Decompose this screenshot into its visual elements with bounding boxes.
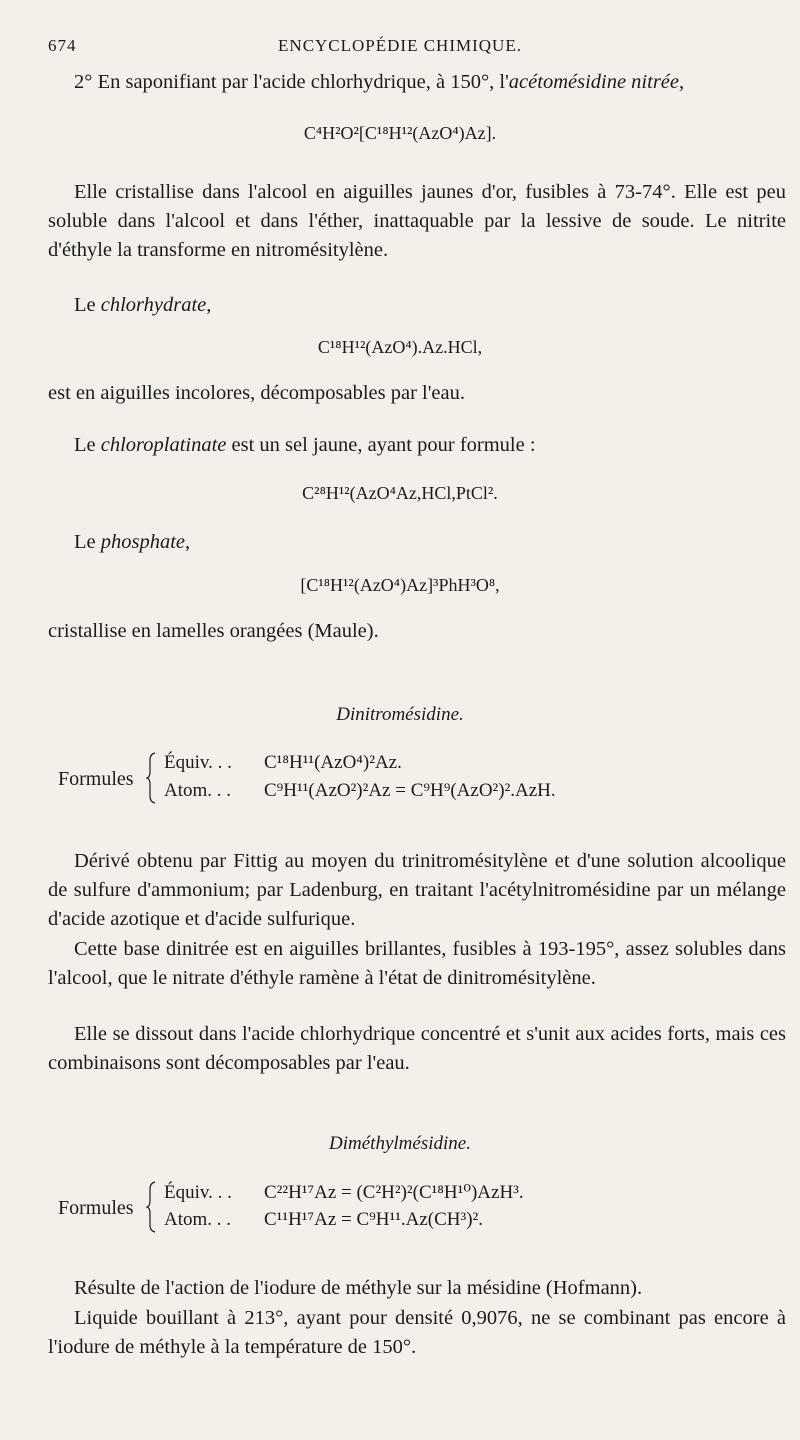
paragraph-text: , — [679, 71, 685, 93]
equiv-formula: C²²H¹⁷Az = (C²H²)²(C¹⁸H¹⁰)AzH³. — [264, 1182, 524, 1203]
left-brace-icon — [146, 1181, 156, 1233]
paragraph-dissolution: Elle se dissout dans l'acide chlorhydrique concentré et s'unit aux acides forts, mais ces combinaisons sont décomposables par l'eau. — [48, 1023, 786, 1074]
section-title-dinitromesidine: Dinitromésidine. — [336, 704, 464, 725]
compound-name: chlorhydrate — [100, 294, 207, 316]
paragraph-chlorhydrate — [48, 291, 786, 320]
paragraph-base: Cette base dinitrée est en aiguilles brillantes, fusibles à 193-195°, assez solubles dans l'alcool, que le nitrate d'éthyle ramène à l'état de dinitromésitylène. — [48, 938, 786, 989]
paragraph-liquid: Liquide bouillant à 213°, ayant pour densité 0,9076, ne se combinant pas encore à l'iodure de méthyle à la température de 150°. — [48, 1307, 786, 1358]
equiv-formula: C¹⁸H¹¹(AzO⁴)²Az. — [264, 752, 402, 773]
compound-name: phosphate — [100, 531, 186, 553]
paragraph-derivation: Dérivé obtenu par Fittig au moyen du trinitromésitylène et d'une solution alcoolique de sulfure d'ammonium; par Ladenburg, en traitant l'acétylnitromésidine par un mélange d'acide azotique et d'acide sulfurique. — [48, 850, 786, 930]
compound-name: acétomésidine nitrée — [508, 71, 680, 93]
paragraph-text: Le — [74, 531, 101, 553]
paragraph-text: Le — [74, 434, 101, 456]
equiv-label: Équiv. . . — [164, 752, 232, 773]
paragraph-chloroplatinate — [48, 431, 786, 460]
paragraph-text: 2° En saponifiant par l'acide chlorhydrique, à 150°, l' — [74, 71, 509, 93]
atom-formula: C⁹H¹¹(AzO²)²Az = C⁹H⁹(AzO²)².AzH. — [264, 780, 556, 801]
running-title: ENCYCLOPÉDIE CHIMIQUE. — [278, 36, 522, 55]
formula-chlorhydrate: C¹⁸H¹²(AzO⁴).Az.HCl, — [317, 337, 483, 357]
atom-line — [164, 1209, 483, 1231]
formulas-block-dinitromesidine — [48, 752, 788, 812]
formulas-block-dimethylmesidine — [48, 1181, 788, 1241]
paragraph-phosphate — [48, 528, 786, 557]
formulas-label: Formules — [58, 1197, 134, 1219]
formulas-label: Formules — [58, 768, 134, 790]
formula-phosphate: [C¹⁸H¹²(AzO⁴)Az]³PhH³O⁸, — [300, 575, 500, 595]
paragraph-text: Le — [74, 294, 101, 316]
paragraph-text: , — [185, 531, 191, 553]
paragraph-text: , — [206, 294, 212, 316]
equiv-line — [164, 1181, 524, 1204]
atom-label: Atom. . . — [164, 1209, 232, 1230]
paragraph-properties: Elle cristallise dans l'alcool en aiguilles jaunes d'or, fusibles à 73-74°. Elle est peu soluble dans l'alcool et dans l'éther, inattaquable par la lessive de soude. Le nitrite d'éthyle la transforme en nitromésitylène. — [48, 181, 786, 261]
left-brace-icon — [146, 752, 156, 804]
page-header — [48, 36, 752, 58]
section-title-dimethylmesidine: Diméthylmésidine. — [329, 1133, 471, 1154]
atom-line — [164, 780, 556, 802]
equiv-line — [164, 752, 402, 774]
paragraph-text: est un sel jaune, ayant pour formule : — [226, 434, 536, 456]
paragraph-needles: est en aiguilles incolores, décomposables par l'eau. — [48, 382, 465, 404]
equiv-label: Équiv. . . — [164, 1182, 232, 1203]
page-number: 674 — [48, 36, 77, 55]
atom-label: Atom. . . — [164, 780, 232, 801]
paragraph-origin: Résulte de l'action de l'iodure de méthyle sur la mésidine (Hofmann). — [74, 1277, 643, 1299]
formula-chloroplatinate: C²⁸H¹²(AzO⁴Az,HCl,PtCl². — [302, 483, 498, 503]
compound-name: chloroplatinate — [100, 434, 227, 456]
paragraph-saponification — [48, 68, 786, 97]
paragraph-lamelles: cristallise en lamelles orangées (Maule). — [48, 620, 379, 642]
formula-acetomesidine: C⁴H²O²[C¹⁸H¹²(AzO⁴)Az]. — [303, 123, 497, 143]
atom-formula: C¹¹H¹⁷Az = C⁹H¹¹.Az(CH³)². — [264, 1209, 483, 1230]
